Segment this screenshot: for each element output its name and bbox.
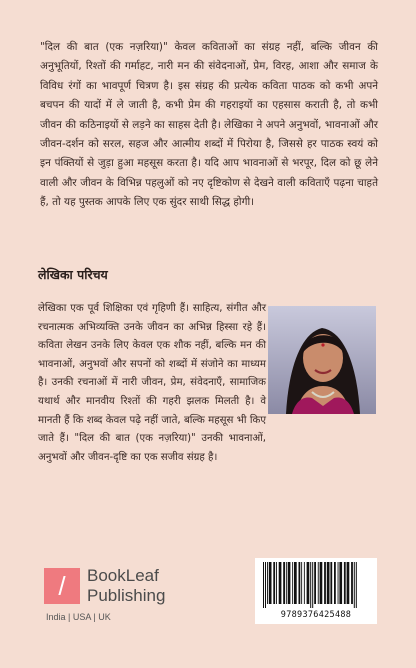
barcode-bar [267, 562, 268, 604]
barcode-bar [351, 562, 353, 604]
barcode-bar [356, 562, 357, 608]
author-photo [268, 306, 376, 414]
barcode-bar [292, 562, 293, 604]
barcode-bar [354, 562, 355, 608]
author-portrait-photo [268, 306, 376, 414]
barcode-bar [286, 562, 287, 604]
barcode-bar [269, 562, 272, 604]
publisher-regions: India | USA | UK [46, 612, 111, 622]
barcode-bar [344, 562, 346, 604]
barcode-bar [310, 562, 311, 608]
isbn-barcode [255, 558, 377, 624]
publisher-name-line1: BookLeaf [87, 566, 159, 585]
barcode-bar [347, 562, 350, 604]
barcode-bar [273, 562, 275, 604]
barcode-bar [276, 562, 277, 604]
author-bio: लेखिका एक पूर्व शिक्षिका एवं गृहिणी हैं। साहित्य, संगीत और रचनात्मक अभिव्यक्ति उनके जीवन का अभिन्न हिस्सा रहे हैं। कविता लेखन उनके लिए केवल एक शौक नहीं, बल्कि मन की भावनाओं, अनुभवों और सपनों को शब्दों में संजोने का माध्यम है। उनकी रचनाओं में नारी जीवन, प्रेम, संवेदनाएँ, सामाजिक यथार्थ और मानवीय रिश्तों की गहरी झलक मिलती है। वे मानती हैं कि शब्द केवल पढ़े नहीं जाते, बल्कि महसूस भी किए जाते हैं। "दिल की बात (एक नज़रिया)" उनकी भावनाओं, अनुभवों और जीवन-दृष्टि का एक सजीव संग्रह है। [38, 303, 266, 463]
barcode-bar [283, 562, 285, 604]
back-cover-blurb: "दिल की बात (एक नज़रिया)" केवल कविताओं का संग्रह नहीं, बल्कि जीवन की अनुभूतियों, रिश्तों की गर्माहट, नारी मन की संवेदनाओं, प्रेम, विरह, आशा और समाज के विविध रंगों का भावपूर्ण चित्रण है। इस संग्रह की प्रत्येक कविता पाठक को कभी अपने बचपन की यादों में ले जाती है, कभी प्रेम की गहराइयों का एहसास कराती है, तो कभी जीवन की कठिनाइयों से लड़ने का साहस देती है। लेखिका ने अपने अनुभवों, भावनाओं और जीवन-दर्शन को सरल, सहज और आत्मीय शब्दों में पिरोया है, जिससे हर पाठक स्वयं को इन पंक्तियों से जुड़ा हुआ महसूस करता है। यदि आप भावनाओं से भरपूर, दिल को छू लेने वाली और जीवन के विभिन्न पहलुओं को नए दृष्टिकोण से देखने वाली कविताएँ पढ़ना चाहते हैं, तो यह पुस्तक आपके लिए एक सुंदर साथी सिद्ध होगी। [40, 41, 378, 209]
barcode-bar [338, 562, 339, 604]
isbn-number: 9789376425488 [280, 610, 352, 620]
barcode-bar [299, 562, 301, 604]
publisher-logo [44, 568, 184, 622]
author-section-heading: लेखिका परिचय [38, 267, 108, 282]
barcode-bar [339, 562, 342, 604]
barcode-bar [294, 562, 297, 604]
barcode-bar [279, 562, 282, 604]
barcode-bar [330, 562, 332, 604]
barcode-bars [261, 562, 371, 608]
barcode-bar [312, 562, 313, 608]
barcode-bar [327, 562, 330, 604]
barcode-bar [307, 562, 310, 604]
publisher-name-line2: Publishing [87, 586, 166, 605]
barcode-bar [304, 562, 305, 604]
barcode-bar [265, 562, 266, 608]
barcode-bar [318, 562, 319, 604]
barcode-bar [324, 562, 326, 604]
barcode-bar [263, 562, 264, 608]
barcode-bar [288, 562, 291, 604]
barcode-bar [320, 562, 323, 604]
barcode-bar [314, 562, 316, 604]
barcode-bar [301, 562, 302, 604]
publisher-logo-mark: / [44, 568, 80, 604]
barcode-bar [334, 562, 336, 604]
